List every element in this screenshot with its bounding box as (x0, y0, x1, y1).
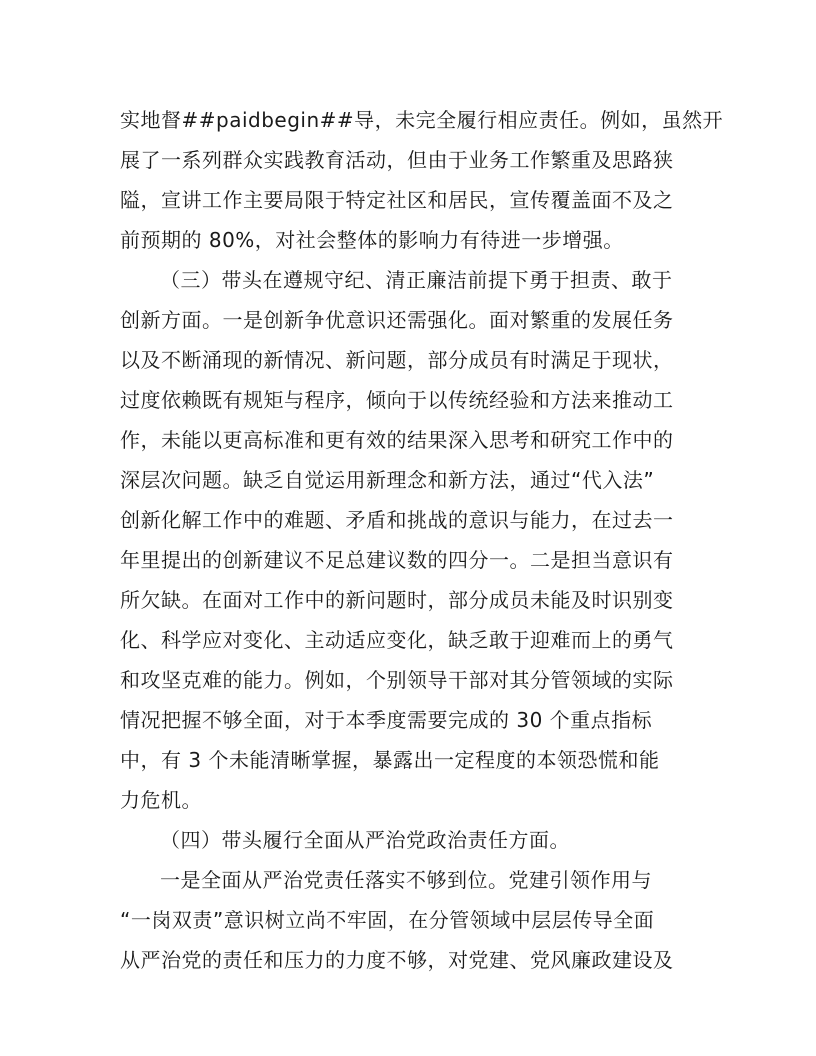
section-heading-4: （四）带头履行全面从严治党政治责任方面。 (160, 828, 570, 852)
text-line: 过度依赖既有规矩与程序，倾向于以传统经验和方法来推动工 (120, 388, 674, 412)
text-line: 和攻坚克难的能力。例如，个别领导干部对其分管领域的实际 (120, 668, 674, 692)
text-line: 深层次问题。缺乏自觉运用新理念和新方法，通过“代入法” (120, 468, 655, 492)
text-line: 力危机。 (120, 788, 202, 812)
text-line: 隘，宣讲工作主要局限于特定社区和居民，宣传覆盖面不及之 (120, 188, 674, 212)
text-line: 前预期的 80%，对社会整体的影响力有待进一步增强。 (120, 228, 624, 252)
text-line: 以及不断涌现的新情况、新问题，部分成员有时满足于现状， (120, 348, 674, 372)
text-line: 展了一系列群众实践教育活动，但由于业务工作繁重及思路狭 (120, 148, 674, 172)
text-line: 一是全面从严治党责任落实不够到位。党建引领作用与 (160, 868, 652, 892)
text-line: 化、科学应对变化、主动适应变化，缺乏敢于迎难而上的勇气 (120, 628, 674, 652)
text-line: 情况把握不够全面，对于本季度需要完成的 30 个重点指标 (120, 708, 653, 732)
text-line: 创新方面。一是创新争优意识还需强化。面对繁重的发展任务 (120, 308, 674, 332)
text-line: 中，有 3 个未能清晰掌握，暴露出一定程度的本领恐慌和能 (120, 748, 660, 772)
text-line: 年里提出的创新建议不足总建议数的四分一。二是担当意识有 (120, 548, 674, 572)
text-line: 创新化解工作中的难题、矛盾和挑战的意识与能力，在过去一 (120, 508, 674, 532)
text-line: 作，未能以更高标准和更有效的结果深入思考和研究工作中的 (120, 428, 674, 452)
text-line: “一岗双责”意识树立尚不牢固，在分管领域中层层传导全面 (120, 908, 655, 932)
section-heading-3: （三）带头在遵规守纪、清正廉洁前提下勇于担责、敢于 (160, 268, 673, 292)
text-line: 实地督##paidbegin##导，未完全履行相应责任。例如，虽然开 (120, 108, 724, 132)
text-line: 所欠缺。在面对工作中的新问题时，部分成员未能及时识别变 (120, 588, 674, 612)
text-line: 从严治党的责任和压力的力度不够，对党建、党风廉政建设及 (120, 948, 674, 972)
